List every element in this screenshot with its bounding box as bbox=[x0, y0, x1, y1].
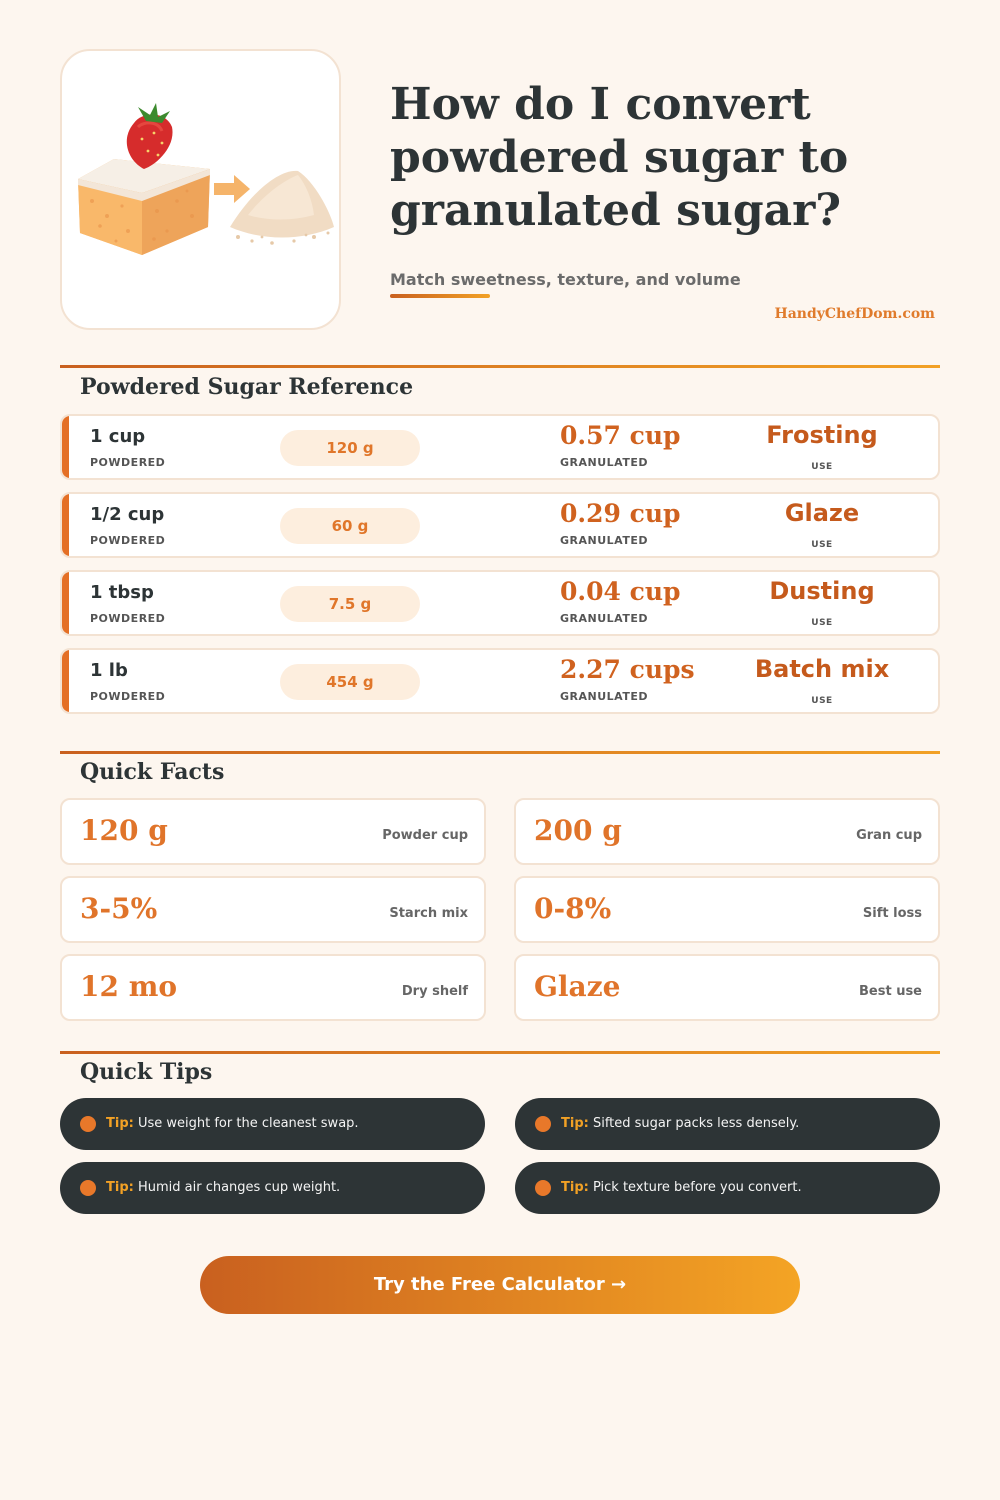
subtitle-underline bbox=[390, 294, 490, 298]
use-label: USE bbox=[811, 540, 833, 550]
fact-value: 3-5% bbox=[80, 892, 158, 925]
weight-pill: 120 g bbox=[280, 430, 420, 466]
fact-label: Dry shelf bbox=[401, 984, 468, 999]
page-title: How do I convert powdered sugar to granulated sugar? bbox=[390, 79, 849, 236]
granulated-amount: 0.04 cup bbox=[560, 577, 681, 606]
granulated-label: GRANULATED bbox=[560, 690, 648, 703]
reference-row bbox=[60, 414, 940, 480]
use-value: Dusting bbox=[769, 577, 875, 605]
bullet-icon bbox=[80, 1116, 96, 1132]
weight-pill: 454 g bbox=[280, 664, 420, 700]
fact-value: 12 mo bbox=[80, 970, 178, 1003]
powdered-amount: 1 lb bbox=[90, 660, 128, 681]
section-divider bbox=[60, 1051, 940, 1054]
use-label: USE bbox=[811, 462, 833, 472]
granulated-amount: 0.29 cup bbox=[560, 499, 681, 528]
fact-card bbox=[60, 798, 486, 865]
fact-card bbox=[514, 954, 940, 1021]
powdered-label: POWDERED bbox=[90, 534, 166, 547]
cake-icon bbox=[78, 159, 210, 255]
section-divider bbox=[60, 365, 940, 368]
facts-section-title: Quick Facts bbox=[80, 759, 225, 785]
try-calculator-button[interactable]: Try the Free Calculator → bbox=[200, 1256, 800, 1314]
reference-section-title: Powdered Sugar Reference bbox=[80, 374, 414, 400]
reference-row bbox=[60, 648, 940, 714]
tip-body: Humid air changes cup weight. bbox=[137, 1180, 341, 1195]
row-accent-bar bbox=[62, 650, 69, 712]
bullet-icon bbox=[80, 1180, 96, 1196]
tip-pill bbox=[515, 1098, 940, 1150]
tip-label: Tip: bbox=[106, 1116, 134, 1131]
tip-text bbox=[561, 1116, 799, 1131]
granulated-label: GRANULATED bbox=[560, 612, 648, 625]
tip-body: Pick texture before you convert. bbox=[592, 1180, 802, 1195]
strawberry-icon bbox=[127, 103, 173, 169]
weight-pill: 7.5 g bbox=[280, 586, 420, 622]
row-accent-bar bbox=[62, 572, 69, 634]
tip-label: Tip: bbox=[561, 1116, 589, 1131]
reference-row bbox=[60, 570, 940, 636]
fact-label: Starch mix bbox=[389, 906, 468, 921]
fact-card bbox=[60, 954, 486, 1021]
sugar-pile-icon bbox=[230, 171, 334, 245]
fact-label: Sift loss bbox=[862, 906, 922, 921]
fact-value: 0-8% bbox=[534, 892, 612, 925]
section-divider bbox=[60, 751, 940, 754]
arrow-right-icon bbox=[214, 175, 250, 203]
cake-to-sugar-illustration bbox=[62, 51, 341, 330]
hero-image-card bbox=[60, 49, 341, 330]
granulated-amount: 0.57 cup bbox=[560, 421, 681, 450]
fact-label: Best use bbox=[858, 984, 922, 999]
fact-value: 120 g bbox=[80, 814, 168, 847]
use-value: Glaze bbox=[784, 499, 860, 527]
fact-card bbox=[514, 876, 940, 943]
powdered-amount: 1/2 cup bbox=[90, 504, 165, 525]
tip-label: Tip: bbox=[561, 1180, 589, 1195]
tip-text bbox=[106, 1116, 359, 1131]
tips-section-title: Quick Tips bbox=[80, 1059, 213, 1085]
row-accent-bar bbox=[62, 416, 69, 478]
row-accent-bar bbox=[62, 494, 69, 556]
granulated-label: GRANULATED bbox=[560, 534, 648, 547]
reference-row bbox=[60, 492, 940, 558]
fact-card bbox=[514, 798, 940, 865]
tip-label: Tip: bbox=[106, 1180, 134, 1195]
tip-pill bbox=[60, 1098, 485, 1150]
brand-name: HandyChefDom.com bbox=[774, 306, 935, 322]
powdered-amount: 1 tbsp bbox=[90, 582, 154, 603]
tip-pill bbox=[60, 1162, 485, 1214]
powdered-label: POWDERED bbox=[90, 612, 166, 625]
granulated-amount: 2.27 cups bbox=[560, 655, 695, 684]
fact-value: Glaze bbox=[534, 970, 621, 1003]
bullet-icon bbox=[535, 1180, 551, 1196]
fact-label: Powder cup bbox=[382, 828, 468, 843]
tip-pill bbox=[515, 1162, 940, 1214]
powdered-amount: 1 cup bbox=[90, 426, 146, 447]
powdered-label: POWDERED bbox=[90, 690, 166, 703]
use-label: USE bbox=[811, 696, 833, 706]
use-value: Batch mix bbox=[754, 655, 890, 683]
powdered-label: POWDERED bbox=[90, 456, 166, 469]
tip-text bbox=[561, 1180, 802, 1195]
tip-text bbox=[106, 1180, 340, 1195]
fact-value: 200 g bbox=[534, 814, 622, 847]
weight-pill: 60 g bbox=[280, 508, 420, 544]
fact-card bbox=[60, 876, 486, 943]
page-subtitle: Match sweetness, texture, and volume bbox=[390, 270, 741, 289]
fact-label: Gran cup bbox=[856, 828, 922, 843]
granulated-label: GRANULATED bbox=[560, 456, 648, 469]
tip-body: Sifted sugar packs less densely. bbox=[592, 1116, 800, 1131]
use-value: Frosting bbox=[766, 421, 878, 449]
tip-body: Use weight for the cleanest swap. bbox=[137, 1116, 359, 1131]
use-label: USE bbox=[811, 618, 833, 628]
bullet-icon bbox=[535, 1116, 551, 1132]
